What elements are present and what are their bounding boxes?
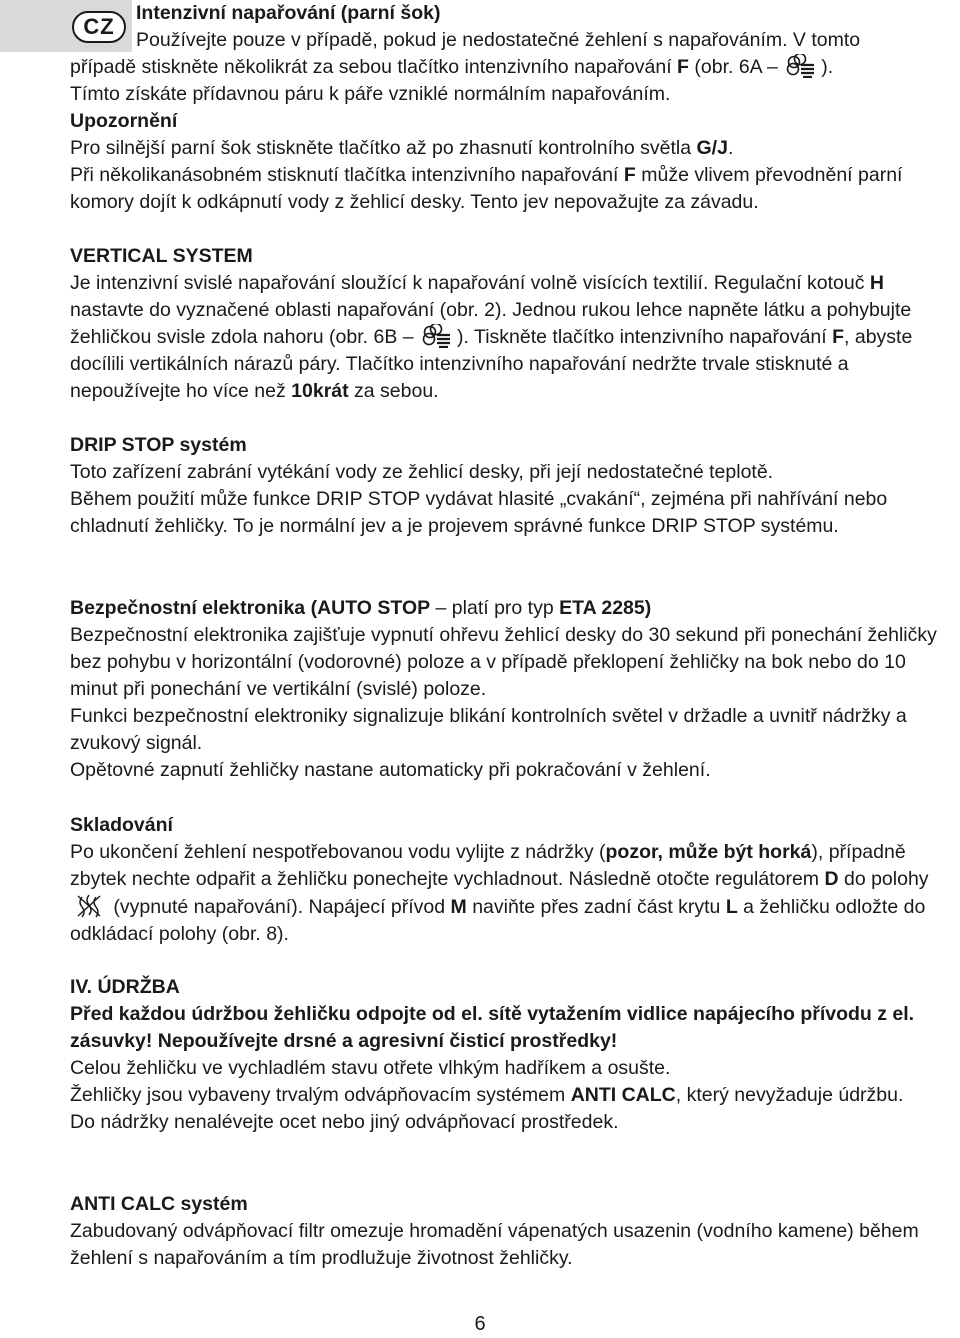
safety-text-2: Funkci bezpečnostní elektroniky signalizuje blikání kontrolních světel v držadle a uvnitř nádržky a zvukový signál. [70,705,907,754]
steam-shot-icon [421,324,455,348]
maintenance-section [70,974,955,1136]
section-title-vertical: VERTICAL SYSTEM [70,245,253,267]
warning-title: Upozornění [70,110,178,132]
anti-calc-text: Zabudovaný odvápňovací filtr omezuje hromadění vápenatých usazenin (vodního kamene) během žehlení s napařováním a tím prodlužuje životnost žehličky. [70,1220,919,1269]
drip-stop-section [70,432,955,540]
drip-text-2: Během použití může funkce DRIP STOP vydávat hlasité „cvakání“, zejména při nahřívání nebo chladnutí žehličky. To je normální jev a je projevem správné funkce DRIP STOP systému. [70,488,888,537]
safety-section [70,595,955,784]
intro-line-1: Používejte pouze v případě, pokud je nedostatečné žehlení s napařováním. V tomto [136,29,861,51]
section-title-drip-stop: DRIP STOP systém [70,434,247,456]
section-title-intense-steam: Intenzivní napařování (parní šok) [136,2,441,24]
maintenance-text-2: Žehličky jsou vybaveny trvalým odvápňovacím systémem ANTI CALC, který nevyžaduje údržbu. [70,1084,904,1106]
drip-text-1: Toto zařízení zabrání vytékání vody ze žehlicí desky, při její nedostatečné teplotě. [70,461,774,483]
language-tab [0,0,132,52]
intro-result: Tímto získáte přídavnou páru k páře vzniklé normálním napařováním. [70,83,671,105]
vertical-system-section [70,243,955,405]
intro-paragraph: případě stiskněte několikrát za sebou tlačítko intenzivního napařování F (obr. 6A – ). [70,54,955,81]
safety-text-1: Bezpečnostní elektronika zajišťuje vypnutí ohřevu žehlicí desky do 30 sekund při ponechání žehličky bez pohybu v horizontální (vodorovné) poloze a v případě překlopení žehličky na bok nebo do 10 minut při ponechání ve vertikální (svislé) poloze. [70,624,937,700]
steam-off-icon [74,893,104,919]
steam-shot-icon [785,54,819,78]
maintenance-text-3: Do nádržky nenalévejte ocet nebo jiný odvápňovací prostředek. [70,1111,619,1133]
warning-text: Pro silnější parní šok stiskněte tlačítko až po zhasnutí kontrolního světla G/J. [70,137,734,159]
storage-text: Po ukončení žehlení nespotřebovanou vodu vylijte z nádržky (pozor, může být horká), případně zbytek nechte odpařit a žehličku ponechejte vychladnout. Následně otočte regulátorem D do polohy (vypnuté napařování). Napájecí přívod M naviňte přes zadní část krytu L a žehličku odložte do odkládací polohy (obr. 8). [70,841,929,945]
multi-press-text: Při několikanásobném stisknutí tlačítka intenzivního napařování F může vlivem převodnění parní komory dojít k odkápnutí vody z žehlicí desky. Tento jev nepovažujte za závadu. [70,164,903,213]
intro-body [70,54,955,216]
section-title-anti-calc: ANTI CALC systém [70,1193,248,1215]
maintenance-text-1: Celou žehličku ve vychladlém stavu otřete vlhkým hadříkem a osušte. [70,1057,671,1079]
maintenance-warning: Před každou údržbou žehličku odpojte od el. sítě vytažením vidlice napájecího přívodu z el. zásuvky! Nepoužívejte drsné a agresivní čisticí prostředky! [70,1003,915,1052]
section-title-storage: Skladování [70,814,173,836]
page-number: 6 [474,1313,486,1335]
section-title-maintenance: IV. ÚDRŽBA [70,976,180,998]
vertical-text: Je intenzivní svislé napařování sloužící k napařování volně visících textilií. Regulační kotouč H nastavte do vyznačené oblasti napařování (obr. 2). Jednou rukou lehce napněte látku a pohybujte žehličkou svisle zdola nahoru (obr. 6B – ). Tiskněte tlačítko intenzivního napařování F, abyste docílili vertikálních nárazů páry. Tlačítko intenzivního napařování nedržte trvale stisknuté a nepoužívejte ho více než 10krát za sebou. [70,272,913,402]
language-badge: CZ [72,11,126,43]
safety-text-3: Opětovné zapnutí žehličky nastane automaticky při pokračování v žehlení. [70,759,711,781]
anti-calc-section [70,1191,955,1272]
section-title-safety: Bezpečnostní elektronika (AUTO STOP – platí pro typ ETA 2285) [70,597,652,619]
storage-section [70,812,955,948]
